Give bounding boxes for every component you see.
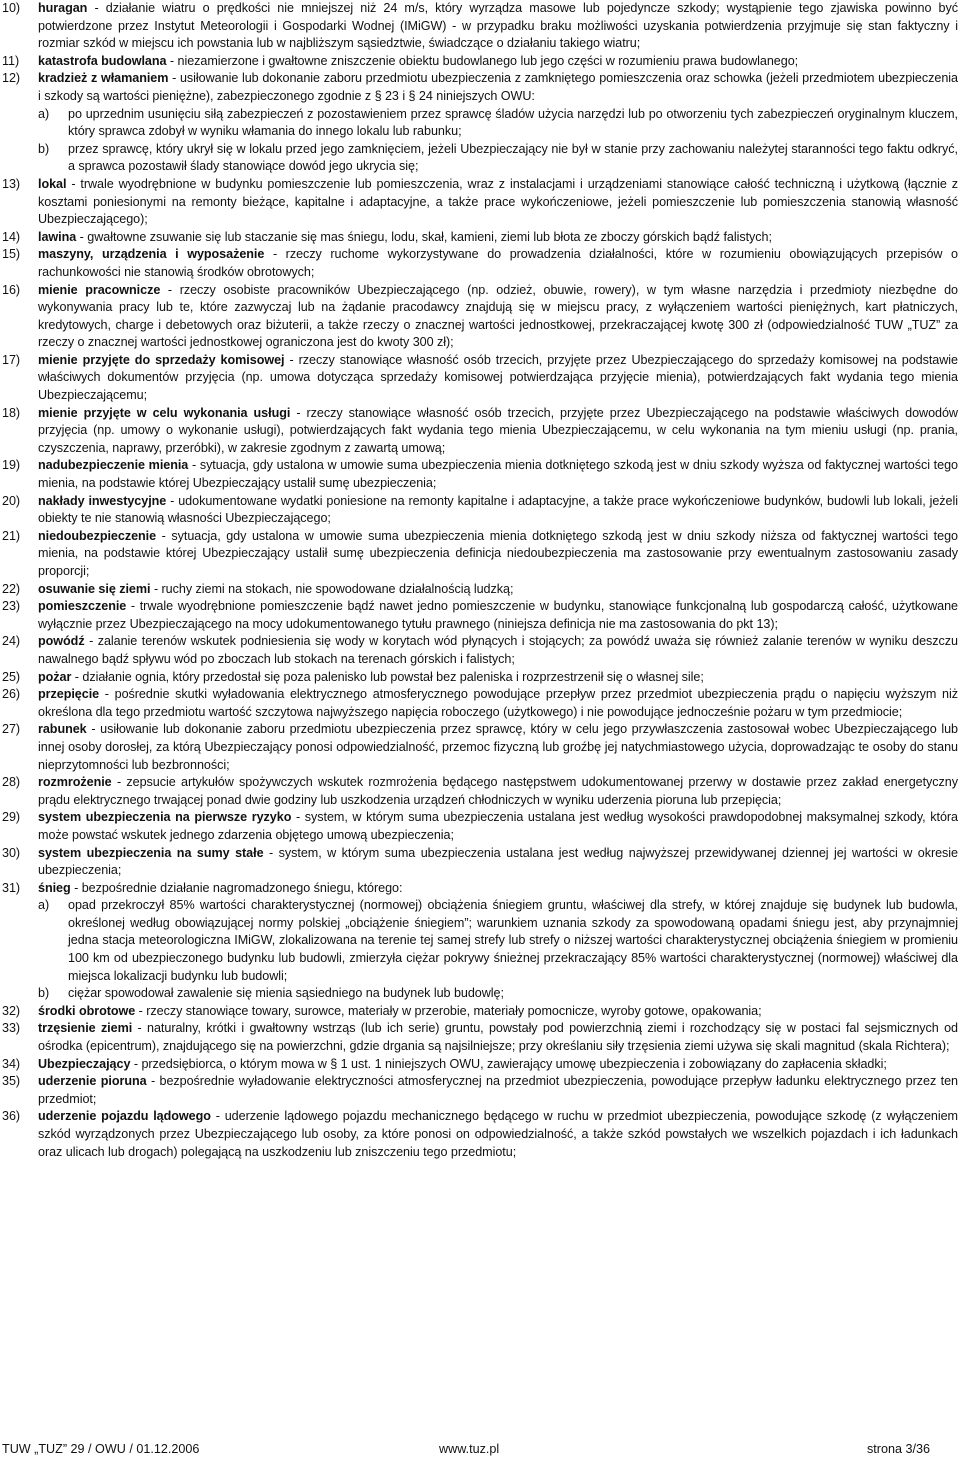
item-term: niedoubezpieczenie [38,528,157,543]
sub-item [38,897,958,985]
item-definition: - sytuacja, gdy ustalona w umowie suma ubezpieczenia mienia dotkniętego szkodą jest w dniu szkody wyższa od faktycznej wartości tego mienia, na podstawie której Ubezpieczający ustalił sumę ubezpieczenia; [38,458,958,491]
item-term: przepięcie [38,687,100,702]
item-term: rozmrożenie [38,775,112,790]
definition-item [2,598,958,633]
item-definition: - przedsiębiorca, o którym mowa w § 1 ust. 1 niniejszych OWU, zawierający umowę ubezpieczenia i zobowiązany do zapłacenia składki; [130,1056,887,1071]
item-number: 15) [2,247,21,262]
item-term: kradzież z włamaniem [38,71,169,86]
item-number: 27) [2,722,21,737]
item-term: lokal [38,176,67,191]
definition-item [2,352,958,405]
item-term: uderzenie pioruna [38,1074,147,1089]
item-term: pomieszczenie [38,599,127,614]
item-definition: - usiłowanie lub dokonanie zaboru przedmiotu ubezpieczenia przez sprawcę, który w celu jego przywłaszczenia zastosował wobec Ubezpieczającego lub innej osoby dorosłej, za którą Ubezpieczający ponosi odpowiedzialność, przemoc fizyczną lub groźbę jej natychmiastowego użycia, doprowadzając te osoby do stanu nieprzytomności lub bezbronności; [38,722,958,772]
item-number: 19) [2,458,21,473]
definition-item [2,493,958,528]
item-definition: - sytuacja, gdy ustalona w umowie suma ubezpieczenia mienia dotkniętego szkodą jest w dniu szkody niższa od faktycznej wartości tego mienia, na podstawie której Ubezpieczający ustalił sumę ubezpieczenia definicja niedoubezpieczenia ma zastosowanie przy ewentualnym zastosowaniu zasady proporcji; [38,528,958,578]
item-number: 16) [2,282,21,297]
item-definition: - niezamierzone i gwałtowne zniszczenie obiektu budowlanego lub jego części w rozumieniu prawa budowlanego; [166,53,799,68]
item-definition: - rzeczy osobiste pracowników Ubezpieczającego (np. odzież, obuwie, rowery), w tym własne narzędzia i przedmioty niezbędne do wykonywania pracy lub te, które zazwyczaj lub na żądanie pracodawcy znajdują się w miejscu pracy, z wyłączeniem wartości pieniężnych, kart płatniczych, kredytowych, charge i debetowych oraz biżuterii, a także rzeczy o znacznej wartości jednostkowej, przekraczającej kwotę 300 zł (odpowiedzialność TUW „TUZ” za rzeczy o znacznej wartości jednostkowej ograniczona jest do kwoty 300 zł); [38,282,958,350]
definition-item [2,229,958,247]
item-number: 18) [2,405,21,420]
item-definition: - udokumentowane wydatki poniesione na remonty kapitalne i adaptacyjne, a także prace wykończeniowe budynków, budowli lub lokali, jeżeli obiekty te nie stanowią własności Ubezpieczającego; [38,493,958,526]
item-definition: - system, w którym suma ubezpieczenia ustalana jest według wysokości prawdopodobnej maksymalnej szkody, która może powstać wskutek jednego zdarzenia objętego umową ubezpieczenia; [38,810,958,842]
sub-item [38,985,958,1003]
item-term: Ubezpieczający [38,1056,131,1071]
item-number: 30) [2,845,21,860]
definition-item [2,176,958,229]
definition-item [2,457,958,492]
item-definition: - uderzenie lądowego pojazdu mechanicznego będącego w ruchu w przedmiot ubezpieczenia, powodujące szkodę (z wyłączeniem szkód wyrządzonych przez Ubezpieczającego lub osoby, za które ponosi on odpowiedzialność, a także szkód powstałych we wszelkich pojazdach i ich ładunkach oraz ulicach lub drogach) polegającą na uszkodzeniu lub zniszczeniu tego przedmiotu; [38,1109,958,1159]
item-definition: - działanie wiatru o prędkości nie mniejszej niż 24 m/s, który wyrządza masowe lub pojedyncze szkody; wystąpienie tego zjawiska powinno być potwierdzone przez Instytut Meteorologii i Gospodarki Wodnej (IMiGW) - w przypadku braku możliwości uzyskania potwierdzenia przyjmuje się stan faktyczny i rozmiar szkód w miejscu ich powstania lub w najbliższym sąsiedztwie, świadczące o działaniu takiego wiatru; [38,1,958,51]
item-term: nakłady inwestycyjne [38,493,167,508]
item-definition: - zepsucie artykułów spożywczych wskutek rozmrożenia będącego następstwem udokumentowanej przerwy w dostawie przez zakład energetyczny prądu elektrycznego trwającej ponad dwie godziny lub uszkodzenia urządzeń chłodniczych w wyniku uderzenia pioruna lub przepięcia; [38,775,958,807]
definition-item [2,70,958,176]
item-definition: - system, w którym suma ubezpieczenia ustalana jest według najwyższej przewidywanej dziennej jej wartości w okresie ubezpieczenia; [38,845,959,878]
sub-item-letter: b) [38,141,50,156]
item-term: system ubezpieczenia na pierwsze ryzyko [38,810,292,825]
item-definition: - trwale wyodrębnione pomieszczenie bądź nawet jedno pomieszczenie w budynku, stanowiące funkcjonalną lub gospodarczą całość, użytkowane wyłącznie przez Ubezpieczającego na mocy udokumentowanego tytułu prawnego (niniejsza definicja nie ma zastosowania do pkt 13); [38,599,958,631]
definition-item [2,669,958,687]
item-definition: - zalanie terenów wskutek podniesienia się wody w korytach wód płynących i stojących; za powódź uważa się również zalanie terenów w wyniku deszczu nawalnego bądź spływu wód po zboczach lub stokach na terenach górskich i falistych; [38,634,958,666]
sub-item-text: przez sprawcę, który ukrył się w lokalu przed jego zamknięciem, jeżeli Ubezpieczający nie był w stanie przy zachowaniu należytej staranności tego faktu odkryć, a sprawca pozostawił ślady stanowiące dowód jego ukrycia się; [68,141,958,174]
definition-item [2,774,958,809]
definition-item [2,1020,958,1055]
item-number: 22) [2,581,21,596]
sub-item-letter: a) [38,106,50,121]
sub-item [38,141,958,176]
item-term: mienie przyjęte w celu wykonania usługi [38,405,291,420]
item-definition: - rzeczy ruchome wykorzystywane do prowadzenia działalności, które w rozumieniu obowiązujących przepisów o rachunkowości nie stanowią środków obrotowych; [38,247,958,279]
item-number: 10) [2,1,21,15]
item-term: trzęsienie ziemi [38,1021,133,1036]
item-definition: - usiłowanie lub dokonanie zaboru przedmiotu ubezpieczenia z zamkniętego pomieszczenia oraz schowka (jeżeli przedmiotem ubezpieczenia i szkody są wartości pieniężne), zabezpieczonego zgodnie z § 23 i § 24 niniejszych OWU: [38,71,958,103]
item-term: system ubezpieczenia na sumy stałe [38,845,264,860]
item-definition: - rzeczy stanowiące własność osób trzecich, przyjęte przez Ubezpieczającego do sprzedaży komisowej na podstawie właściwych dokumentów przyjęcia (np. umowa dotycząca sprzedaży komisowej potwierdzająca przyjęcie mienia), potwierdzających fakt wydania tego mienia Ubezpieczającemu; [38,352,958,403]
definition-item [2,880,958,1003]
item-number: 29) [2,810,21,825]
item-number: 25) [2,669,21,684]
item-number: 11) [2,53,20,68]
item-number: 35) [2,1074,21,1089]
item-term: nadubezpieczenie mienia [38,458,189,473]
item-number: 23) [2,599,21,614]
item-term: mienie przyjęte do sprzedaży komisowej [38,352,285,367]
item-definition: - bezpośrednie działanie nagromadzonego śniegu, którego: [70,880,403,895]
item-definition: - naturalny, krótki i gwałtowny wstrząs (lub ich serie) gruntu, powstały pod powierzchnią ziemi i rozchodzący się w postaci fal sejsmicznych od ośrodka (epicentrum), znajdującego się na powierzchni, gdzie drgania są najsilniejsze; przy określaniu siły trzęsienia ziemi używa się skali magnitud (skala Richtera); [38,1021,958,1054]
item-definition: - działanie ognia, który przedostał się poza palenisko lub powstał bez paleniska i rozprzestrzenił się o własnej sile; [71,669,704,684]
item-number: 26) [2,687,21,702]
item-number: 36) [2,1109,21,1124]
item-definition: - rzeczy stanowiące własność osób trzecich, przyjęte przez Ubezpieczającego na podstawie właściwych dowodów przyjęcia (np. umowy o wykonanie usługi), potwierdzających fakt wydania tego mienia Ubezpieczającemu, w celu wykonania na tym mieniu usługi (np. prania, czyszczenia, naprawy, przeróbki), w zakresie zgodnym z zawartą umową; [38,405,958,455]
item-definition: - trwale wyodrębnione w budynku pomieszczenie lub pomieszczenia, wraz z instalacjami i urządzeniami stanowiące całość techniczną i użytkową (łącznie z kosztami poniesionymi na remonty bieżące, kapitalne i adaptacyjne, a także prace wykończeniowe, jeżeli pomieszczenie lub pomieszczenia stanowią własność Ubezpieczającego); [38,176,958,227]
sub-item-text: ciężar spowodował zawalenie się mienia sąsiedniego na budynek lub budowlę; [68,986,504,1001]
definition-item [2,721,958,774]
item-definition: - bezpośrednie wyładowanie elektryczności atmosferycznej na przedmiot ubezpieczenia, powodujące przepływ ładunku elektrycznego przez ten przedmiot; [38,1074,958,1106]
definition-item [2,53,958,71]
item-term: rabunek [38,722,87,737]
item-number: 17) [2,352,21,367]
item-number: 21) [2,528,21,543]
item-number: 13) [2,176,21,191]
item-term: katastrofa budowlana [38,53,167,68]
definition-item [2,282,958,352]
footer-document-id: TUW „TUZ” 29 / OWU / 01.12.2006 [2,1442,200,1456]
definition-item [2,633,958,668]
page-footer [2,1440,958,1458]
sub-item-letter: a) [38,898,50,913]
item-number: 33) [2,1021,21,1036]
item-number: 24) [2,634,21,649]
item-term: uderzenie pojazdu lądowego [38,1109,211,1124]
footer-page-number: strona 3/36 [866,1442,930,1456]
definition-item [2,581,958,599]
item-definition: - rzeczy stanowiące towary, surowce, materiały w przerobie, materiały pomocnicze, wyroby gotowe, opakowania; [135,1003,762,1018]
item-term: lawina [38,229,77,244]
item-term: pożar [38,669,72,684]
sub-item [38,106,958,141]
item-term: maszyny, urządzenia i wyposażenie [38,247,265,262]
item-term: środki obrotowe [38,1003,136,1018]
item-number: 31) [2,880,21,895]
sub-item-text: opad przekroczył 85% wartości charakterystycznej (normowej) obciążenia śniegiem gruntu, właściwej dla strefy, w której znajduje się budynek lub budowla, określonej według obowiązującej normy polskiej „obciążenie śniegiem”; warunkiem uznania szkody za spowodowaną opadami śniegu jest, aby przynajmniej jedna stacja meteorologiczna IMiGW, zlokalizowana na terenie tej samej strefy lub strefy o niższej wartości charakterystycznej obciążenia śniegiem w promieniu 100 km od ubezpieczonego budynku lub budowli, zmierzyła ciężar pokrywy śnieżnej przekraczający 85% wartości charakterystycznej (normowej) właściwej dla miejsca lokalizacji budynku lub budowli; [68,898,958,983]
definition-item [2,405,958,458]
definition-item [2,246,958,281]
item-number: 14) [2,229,21,244]
item-term: powódź [38,634,85,649]
definition-item [2,528,958,581]
item-term: śnieg [38,880,71,895]
item-number: 34) [2,1056,21,1071]
definition-item [2,0,958,53]
item-number: 32) [2,1003,21,1018]
item-number: 20) [2,493,21,508]
definition-item [2,1108,958,1161]
item-definition: - ruchy ziemi na stokach, nie spowodowane działalnością ludzką; [150,581,514,596]
definition-item [2,1073,958,1108]
item-term: mienie pracownicze [38,282,161,297]
item-number: 12) [2,71,21,86]
footer-website-link[interactable]: www.tuz.pl [439,1442,500,1456]
item-definition: - pośrednie skutki wyładowania elektrycznego atmosferycznego powodujące przepływ przez przedmiot ubezpieczenia prądu o napięciu wyższym niż określona dla tego przedmiotu wartość szczytowa najwyższego napięcia roboczego (użytkowego) i nie powodujące jednocześnie pożaru w tym przedmiocie; [38,687,958,719]
item-number: 28) [2,775,21,790]
sub-item-letter: b) [38,986,50,1001]
definition-item [2,1056,958,1074]
sub-item-text: po uprzednim usunięciu siłą zabezpieczeń z pozostawieniem przez sprawcę śladów użycia narzędzi lub po otworzeniu tych zabezpieczeń oryginalnym kluczem, który sprawca zdobył w wyniku włamania do innego lokalu lub rabunku; [68,106,958,139]
definition-item [2,809,958,844]
item-term: huragan [38,1,88,15]
definition-item [2,845,958,880]
definition-item [2,686,958,721]
document-body [2,0,958,1161]
definition-item [2,1003,958,1021]
item-term: osuwanie się ziemi [38,581,151,596]
item-definition: - gwałtowne zsuwanie się lub staczanie się mas śniegu, lodu, skał, kamieni, ziemi lub błota ze zboczy górskich bądź falistych; [76,229,772,244]
